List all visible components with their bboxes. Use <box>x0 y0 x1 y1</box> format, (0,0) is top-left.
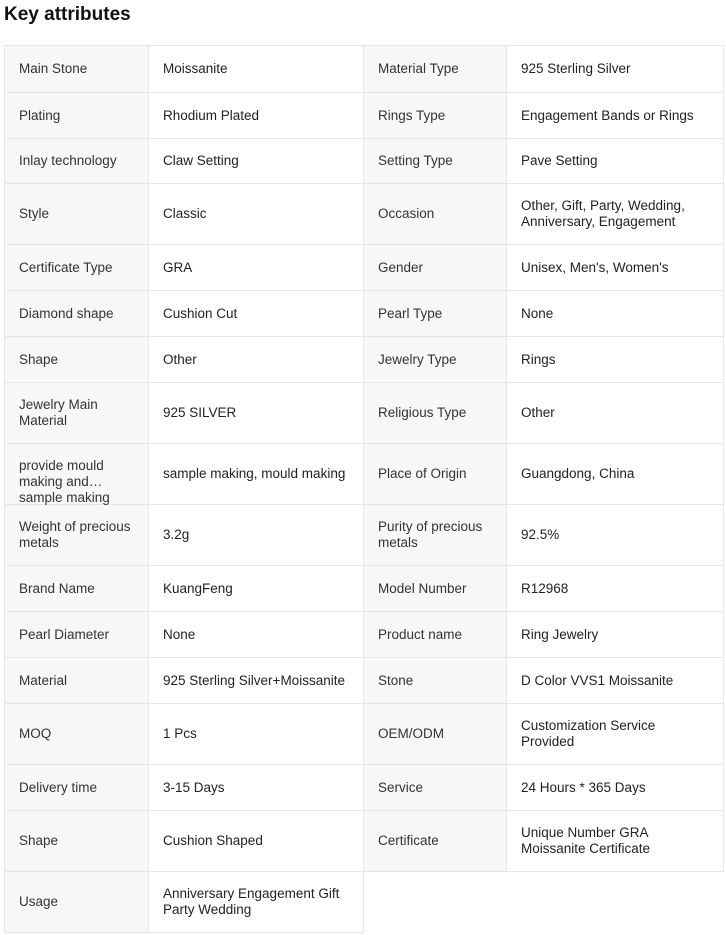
attribute-label-text: Style <box>19 206 50 221</box>
attribute-value-purity-of-precious-metals <box>507 505 724 566</box>
attribute-value-diamond-shape <box>149 291 364 337</box>
attribute-label-text: Setting Type <box>378 153 453 168</box>
attribute-value-plating <box>149 93 364 139</box>
attribute-value-text: Guangdong, China <box>521 466 635 481</box>
attribute-value-shape <box>149 337 364 383</box>
attribute-label-diamond-shape <box>5 291 149 337</box>
attribute-label-text: Plating <box>19 107 61 123</box>
attribute-label-brand-name <box>5 566 149 612</box>
attribute-value-jewelry-main-material <box>149 383 364 444</box>
attribute-value-text: Rings <box>521 351 556 367</box>
attribute-value-text: Other, Gift, Party, Wedding, Anniversary, Engagement <box>521 198 685 229</box>
attribute-label-delivery-time <box>5 765 149 811</box>
attribute-label-text: Religious Type <box>378 405 467 420</box>
attribute-value-certificate-type <box>149 245 364 291</box>
attribute-value-text: Cushion Cut <box>163 305 238 321</box>
table-row <box>5 93 724 139</box>
table-row <box>5 46 724 93</box>
attribute-value-text: None <box>163 626 196 642</box>
attribute-label-text: Weight of precious metals <box>19 519 131 550</box>
attributes-table <box>4 45 724 933</box>
attribute-value-brand-name <box>149 566 364 612</box>
attribute-label-text: Brand Name <box>19 580 95 596</box>
attribute-label-purity-of-precious-metals <box>364 505 507 566</box>
attribute-label-jewelry-type <box>364 337 507 383</box>
attribute-value-text: Claw Setting <box>163 153 239 168</box>
attribute-label-text: Material <box>19 672 68 688</box>
attribute-label-text: Service <box>378 779 424 795</box>
table-row <box>5 612 724 658</box>
empty-cell <box>364 872 724 933</box>
attribute-value-text: Anniversary Engagement Gift Party Wedding <box>163 886 340 917</box>
attribute-value-model-number <box>507 566 724 612</box>
attribute-value-text: KuangFeng <box>163 580 233 596</box>
attribute-label-text: Usage <box>19 894 59 909</box>
table-row <box>5 444 724 505</box>
attribute-value-moq <box>149 704 364 765</box>
attribute-label-style <box>5 184 149 245</box>
attribute-value-text: 24 Hours * 365 Days <box>521 779 646 795</box>
attribute-value-certificate <box>507 811 724 872</box>
attribute-value-place-of-origin <box>507 444 724 505</box>
attribute-label-text: Certificate <box>378 833 439 848</box>
attribute-value-text: 92.5% <box>521 527 560 542</box>
attribute-value-oem-odm <box>507 704 724 765</box>
attribute-label-text: provide mould making and sample making <box>19 458 110 505</box>
attribute-label-text: Main Stone <box>19 61 88 76</box>
attribute-label-text: Shape <box>19 351 59 367</box>
attribute-value-text: Unisex, Men's, Women's <box>521 259 669 275</box>
attribute-label-inlay-technology <box>5 139 149 184</box>
attribute-label-material <box>5 658 149 704</box>
attribute-value-text: 925 Sterling Silver <box>521 61 631 76</box>
table-row <box>5 184 724 245</box>
table-row <box>5 505 724 566</box>
attribute-value-weight-of-precious-metals <box>149 505 364 566</box>
attribute-value-text: Customization Service Provided <box>521 718 656 749</box>
table-row <box>5 704 724 765</box>
attribute-value-shape <box>149 811 364 872</box>
attribute-label-text: Occasion <box>378 206 435 221</box>
attribute-value-product-name <box>507 612 724 658</box>
attribute-value-gender <box>507 245 724 291</box>
attribute-label-plating <box>5 93 149 139</box>
attribute-label-text: MOQ <box>19 726 52 741</box>
attribute-label-text: Jewelry Main Material <box>19 397 98 428</box>
attribute-value-text: Moissanite <box>163 61 228 76</box>
attribute-label-setting-type <box>364 139 507 184</box>
attribute-label-text: Purity of precious metals <box>378 519 483 550</box>
attribute-value-text: Ring Jewelry <box>521 626 599 642</box>
table-row <box>5 765 724 811</box>
section-title: Key attributes <box>4 4 131 25</box>
attribute-label-text: Rings Type <box>378 107 446 123</box>
attribute-label-oem-odm <box>364 704 507 765</box>
attribute-value-text: Rhodium Plated <box>163 107 260 123</box>
attribute-label-service <box>364 765 507 811</box>
attribute-value-text: 925 SILVER <box>163 405 237 420</box>
attribute-label-text: Gender <box>378 259 424 275</box>
attribute-label-text: Diamond shape <box>19 305 114 321</box>
attribute-value-text: Classic <box>163 206 207 221</box>
attribute-value-text: None <box>521 305 554 321</box>
attribute-value-text: Other <box>163 351 197 367</box>
attribute-value-religious-type <box>507 383 724 444</box>
attribute-label-pearl-diameter <box>5 612 149 658</box>
attribute-label-text: Model Number <box>378 580 467 596</box>
attribute-label-material-type <box>364 46 507 93</box>
attribute-label-occasion <box>364 184 507 245</box>
attribute-value-material <box>149 658 364 704</box>
attribute-label-moq <box>5 704 149 765</box>
attribute-label-text: Delivery time <box>19 779 98 795</box>
attribute-label-text: Jewelry Type <box>378 351 457 367</box>
attribute-label-model-number <box>364 566 507 612</box>
table-row <box>5 566 724 612</box>
attribute-value-text: Unique Number GRA Moissanite Certificate <box>521 825 651 856</box>
attribute-value-setting-type <box>507 139 724 184</box>
attribute-value-pearl-type <box>507 291 724 337</box>
attribute-value-material-type <box>507 46 724 93</box>
attribute-value-text: 1 Pcs <box>163 726 197 741</box>
attribute-value-text: Cushion Shaped <box>163 833 263 848</box>
attribute-label-text: OEM/ODM <box>378 726 444 741</box>
attribute-value-text: 925 Sterling Silver+Moissanite <box>163 672 345 688</box>
attribute-value-provide-mould-making-and-sample-making <box>149 444 364 505</box>
attribute-value-pearl-diameter <box>149 612 364 658</box>
attribute-value-text: R12968 <box>521 580 569 596</box>
attribute-label-jewelry-main-material <box>5 383 149 444</box>
attribute-label-gender <box>364 245 507 291</box>
attribute-value-rings-type <box>507 93 724 139</box>
attribute-label-shape <box>5 337 149 383</box>
table-row <box>5 658 724 704</box>
attribute-label-usage <box>5 872 149 933</box>
attribute-value-service <box>507 765 724 811</box>
attribute-value-text: Engagement Bands or Rings <box>521 107 694 123</box>
attribute-value-main-stone <box>149 46 364 93</box>
table-row <box>5 383 724 444</box>
attribute-label-product-name <box>364 612 507 658</box>
attribute-label-text: Inlay technology <box>19 153 117 168</box>
attribute-value-style <box>149 184 364 245</box>
attribute-value-text: GRA <box>163 259 193 275</box>
attribute-label-weight-of-precious-metals <box>5 505 149 566</box>
attribute-value-usage <box>149 872 364 933</box>
attribute-label-main-stone <box>5 46 149 93</box>
attribute-label-text: Product name <box>378 626 463 642</box>
attribute-label-text: Place of Origin <box>378 466 467 481</box>
table-row <box>5 245 724 291</box>
attribute-label-religious-type <box>364 383 507 444</box>
attribute-label-certificate-type <box>5 245 149 291</box>
attribute-label-provide-mould-making-and-sample-making <box>5 444 149 505</box>
attribute-label-text: Stone <box>378 672 414 688</box>
attribute-label-stone <box>364 658 507 704</box>
attribute-label-place-of-origin <box>364 444 507 505</box>
table-row <box>5 291 724 337</box>
attribute-label-text: Pearl Type <box>378 305 443 321</box>
attribute-label-pearl-type <box>364 291 507 337</box>
table-row <box>5 337 724 383</box>
attribute-label-text: Material Type <box>378 61 459 76</box>
attribute-value-text: Pave Setting <box>521 153 598 168</box>
attribute-value-text: 3.2g <box>163 527 190 542</box>
attribute-label-shape <box>5 811 149 872</box>
attribute-label-text: Certificate Type <box>19 259 113 275</box>
attribute-value-delivery-time <box>149 765 364 811</box>
attribute-label-rings-type <box>364 93 507 139</box>
attribute-value-text: Other <box>521 405 555 420</box>
attribute-value-stone <box>507 658 724 704</box>
table-row <box>5 872 724 933</box>
attribute-value-text: sample making, mould making <box>163 466 346 481</box>
attribute-value-jewelry-type <box>507 337 724 383</box>
attribute-label-certificate <box>364 811 507 872</box>
table-row <box>5 139 724 184</box>
attribute-value-inlay-technology <box>149 139 364 184</box>
attribute-value-text: 3-15 Days <box>163 779 225 795</box>
attribute-value-text: D Color VVS1 Moissanite <box>521 672 674 688</box>
attribute-label-text: Shape <box>19 833 59 848</box>
attribute-value-occasion <box>507 184 724 245</box>
table-row <box>5 811 724 872</box>
attribute-label-text: Pearl Diameter <box>19 626 110 642</box>
